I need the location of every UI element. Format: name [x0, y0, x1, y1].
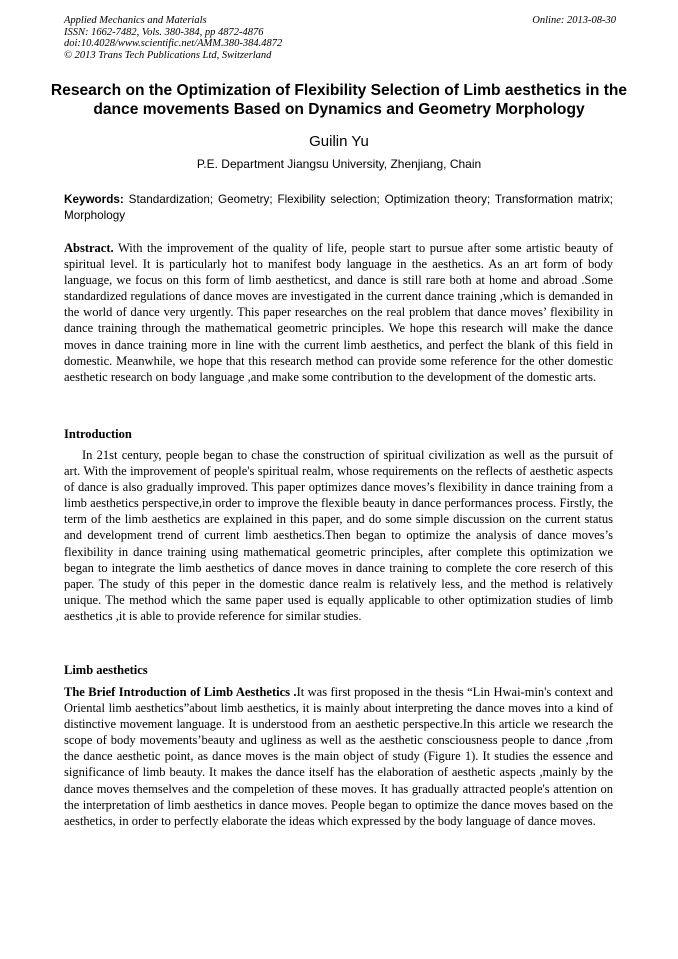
journal-name: Applied Mechanics and Materials — [64, 15, 207, 26]
doi-line: doi:10.4028/www.scientific.net/AMM.380-384.4872 — [64, 38, 283, 50]
keywords-section — [64, 192, 613, 223]
abstract-section — [64, 240, 613, 385]
copyright-line: © 2013 Trans Tech Publications Ltd, Switzerland — [64, 49, 272, 61]
author-name: Guilin Yu — [309, 133, 369, 150]
keywords-label: Keywords: — [64, 193, 124, 206]
introduction-paragraph: In 21st century, people began to chase the construction of spiritual civilization as well as the pursuit of art. With the improvement of people's spiritual realm, whose requirements on the reflects of aesthetic aspects of dance is also gradually improved. This paper optimizes dance moves’s flexibility in dance training from a limb aesthetics perspective,in order to improve the flexible beauty in dance performances process. Firstly, the term of the limb aesthetics are explained in this paper, and do some simple discussion on the current status and development trend of current limb aesthetics.Then began to optimize the analysis of dance moves’s flexibility in dance training using mathematical geometric principles, after complete this optimization we began to integrate the limb aesthetics of dance moves in dance training to complete the core reserch of this paper. The study of this peper in the domestic dance realm is relatively less, and the method is relatively unique. The method which the same paper used is equally applicable to other optimization studies of limb aesthetics ,it is able to provide reference for similar studies. — [64, 448, 613, 623]
limb-aesthetics-heading: Limb aesthetics — [64, 663, 148, 677]
author-affiliation: P.E. Department Jiangsu University, Zhenjiang, Chain — [196, 157, 482, 171]
limb-aesthetics-paragraph — [64, 684, 613, 829]
online-date: Online: 2013-08-30 — [532, 15, 616, 26]
limb-aesthetics-subheading: The Brief Introduction of Limb Aesthetics . — [64, 685, 297, 699]
abstract-label: Abstract. — [64, 241, 114, 255]
paper-title: Research on the Optimization of Flexibility Selection of Limb aesthetics in the dance movements Based on Dynamics and Geometry Morphology — [50, 82, 628, 118]
abstract-text: With the improvement of the quality of life, people start to pursue after some artistic beauty of spiritual level. It is particularly hot to manifest body language in the aesthetics. As an art form of body language, we focus on this form of limb aestheticst, and dance is still rare both at home and abroad .Some standardized regulations of dance moves are investigated in the current dance training ,which is demanded in the world of dance very urgently. This paper researches on the real problem that dance moves’ flexibility in dance training through the mathematical geometric principles. We hope this research will make the dance moves in dance training more in line with the current limb aesthetics, and perfect the blank of this field in domestic. Meanwhile, we hope that this research method can provide some reference for the other domestic aesthetic research on body language ,and make some contribution to the development of the domestic arts. — [64, 241, 613, 384]
issn-line: ISSN: 1662-7482, Vols. 380-384, pp 4872-4876 — [64, 26, 264, 38]
journal-header — [64, 15, 616, 61]
introduction-heading: Introduction — [64, 427, 132, 441]
limb-aesthetics-text: It was first proposed in the thesis “Lin Hwai-min's context and Oriental limb aesthetics”about limb aesthetics, it is mainly about interpreting the dance moves into a kind of distinctive movement language. It is understood from an aesthetic perspective.In this article we research the scope of body movements’beauty and ugliness as well as the aesthetic consciousness people to dance ,from the dance aesthetic point, as dance moves is the main object of study (Figure 1). It studies the essence and significance of limb beauty. It makes the dance itself has the elaboration of aesthetic aspects ,mainly by the dance moves themselves and the compeletion of these moves. It has gradually attracted people's attention on the interpretation of limb aesthetics in dance moves. People began to optimize the dance moves based on the aesthetics, in order to perfectly elaborate the ideas which expressed by the body language of dance moves. — [64, 685, 613, 828]
keywords-text: Standardization; Geometry; Flexibility selection; Optimization theory; Transformation matrix; Morphology — [64, 193, 613, 222]
